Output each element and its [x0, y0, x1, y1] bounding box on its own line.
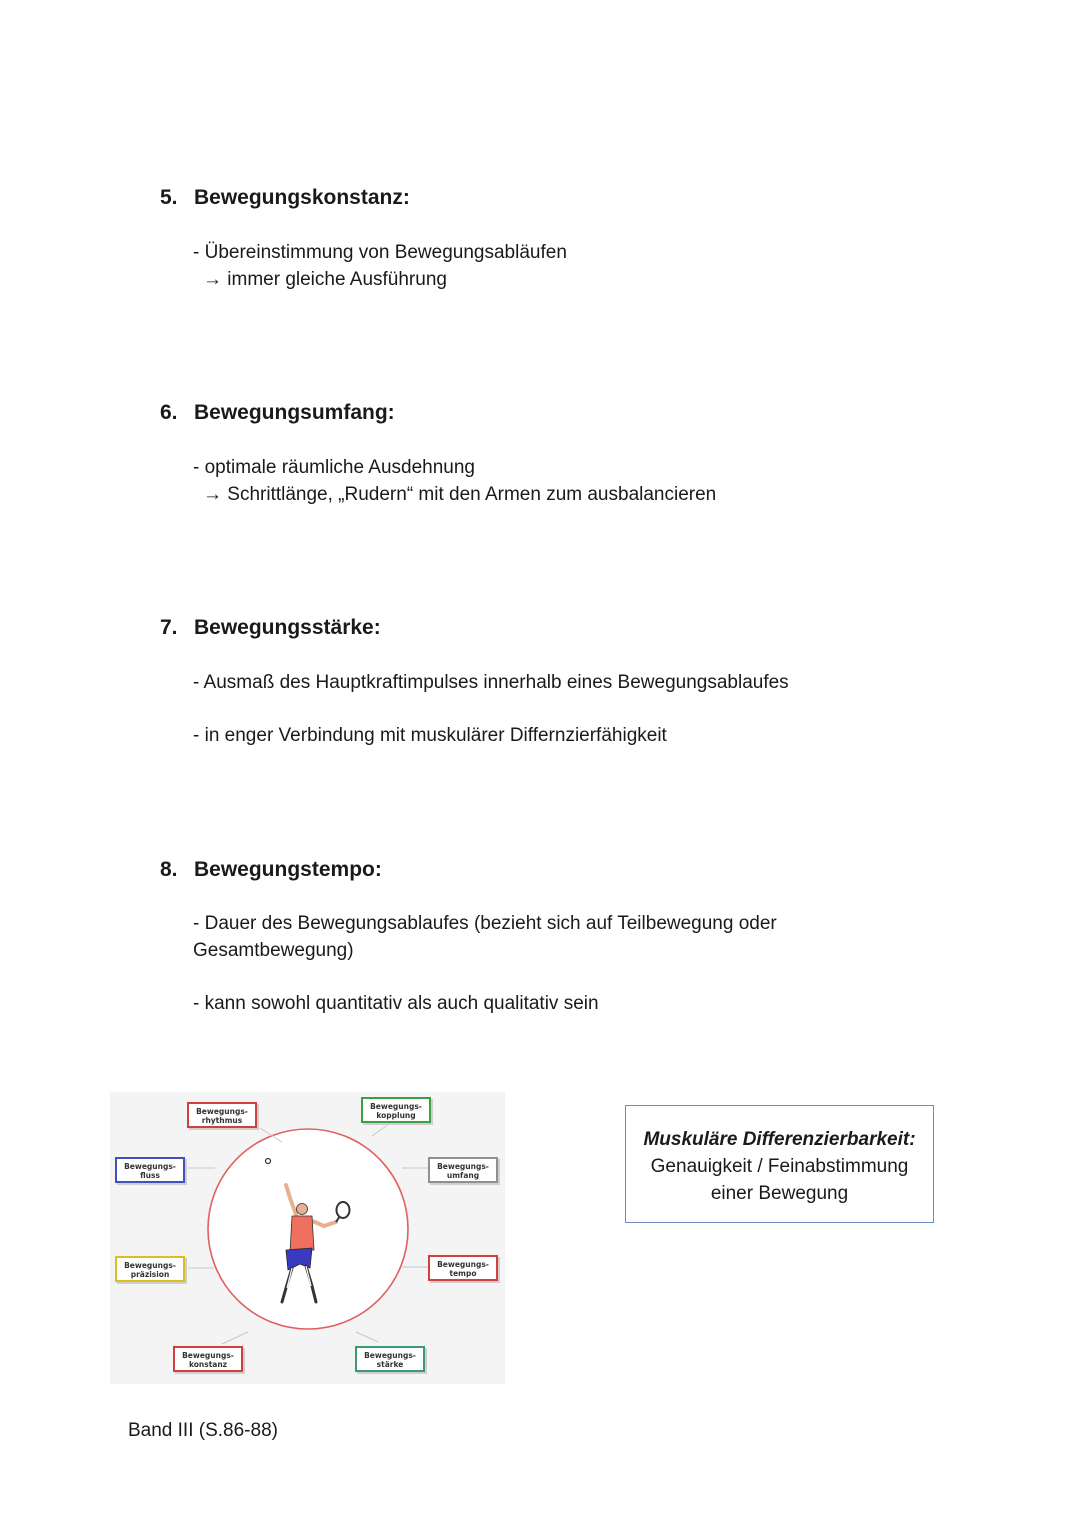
source-reference: Band III (S.86-88)	[128, 1420, 278, 1441]
ball-icon	[266, 1159, 271, 1164]
label-line: tempo	[449, 1269, 477, 1278]
section-title: Bewegungstempo:	[194, 858, 382, 881]
section-heading	[160, 858, 382, 882]
label-line: Bewegungs-	[124, 1261, 176, 1270]
section-line: → Schrittlänge, „Rudern“ mit den Armen zum ausbalancieren	[203, 484, 717, 505]
section-line: - Dauer des Bewegungsablaufes (bezieht sich auf Teilbewegung oder	[193, 913, 777, 934]
label-line: rhythmus	[201, 1116, 243, 1125]
label-bewegungsumfang	[428, 1157, 498, 1183]
section-heading	[160, 186, 410, 210]
definition-box	[625, 1105, 934, 1223]
section-number: 5.	[160, 186, 178, 209]
definition-line: Genauigkeit / Feinabstimmung	[650, 1156, 909, 1177]
section-line: - Ausmaß des Hauptkraftimpulses innerhalb eines Bewegungsablaufes	[193, 672, 789, 693]
section-number: 8.	[160, 858, 178, 881]
label-line: Bewegungs-	[364, 1351, 416, 1360]
label-bewegungsstaerke	[355, 1346, 425, 1372]
section-title: Bewegungskonstanz:	[194, 186, 410, 209]
section-line: → immer gleiche Ausführung	[203, 269, 447, 290]
label-bewegungsfluss	[115, 1157, 185, 1183]
label-line: umfang	[446, 1171, 480, 1180]
section-line: - Übereinstimmung von Bewegungsabläufen	[193, 242, 567, 263]
section-number: 6.	[160, 401, 178, 424]
label-line: präzision	[130, 1270, 170, 1279]
label-line: konstanz	[188, 1360, 228, 1369]
diagram-graphic	[110, 1092, 505, 1384]
definition-line: einer Bewegung	[710, 1183, 849, 1204]
section-line: Gesamtbewegung)	[193, 940, 354, 961]
section-number: 7.	[160, 616, 178, 639]
label-line: Bewegungs-	[182, 1351, 234, 1360]
label-line: Bewegungs-	[370, 1102, 422, 1111]
section-title: Bewegungsstärke:	[194, 616, 381, 639]
section-line: - in enger Verbindung mit muskulärer Differnzierfähigkeit	[193, 725, 667, 746]
section-title: Bewegungsumfang:	[194, 401, 395, 424]
label-line: Bewegungs-	[437, 1260, 489, 1269]
definition-title: Muskuläre Differenzierbarkeit:	[643, 1129, 916, 1150]
section-heading	[160, 616, 381, 640]
label-bewegungstempo	[428, 1255, 498, 1281]
label-bewegungspraezision	[115, 1256, 185, 1282]
label-line: kopplung	[376, 1111, 416, 1120]
label-line: Bewegungs-	[196, 1107, 248, 1116]
label-bewegungskopplung	[361, 1097, 431, 1123]
coordination-diagram	[110, 1092, 505, 1384]
label-line: stärke	[376, 1360, 404, 1369]
label-bewegungsrhythmus	[187, 1102, 257, 1128]
section-line: - optimale räumliche Ausdehnung	[193, 457, 476, 478]
label-bewegungskonstanz	[173, 1346, 243, 1372]
section-heading	[160, 401, 395, 425]
label-line: fluss	[140, 1171, 160, 1180]
section-line: - kann sowohl quantitativ als auch qualitativ sein	[193, 993, 599, 1014]
label-line: Bewegungs-	[124, 1162, 176, 1171]
label-line: Bewegungs-	[437, 1162, 489, 1171]
